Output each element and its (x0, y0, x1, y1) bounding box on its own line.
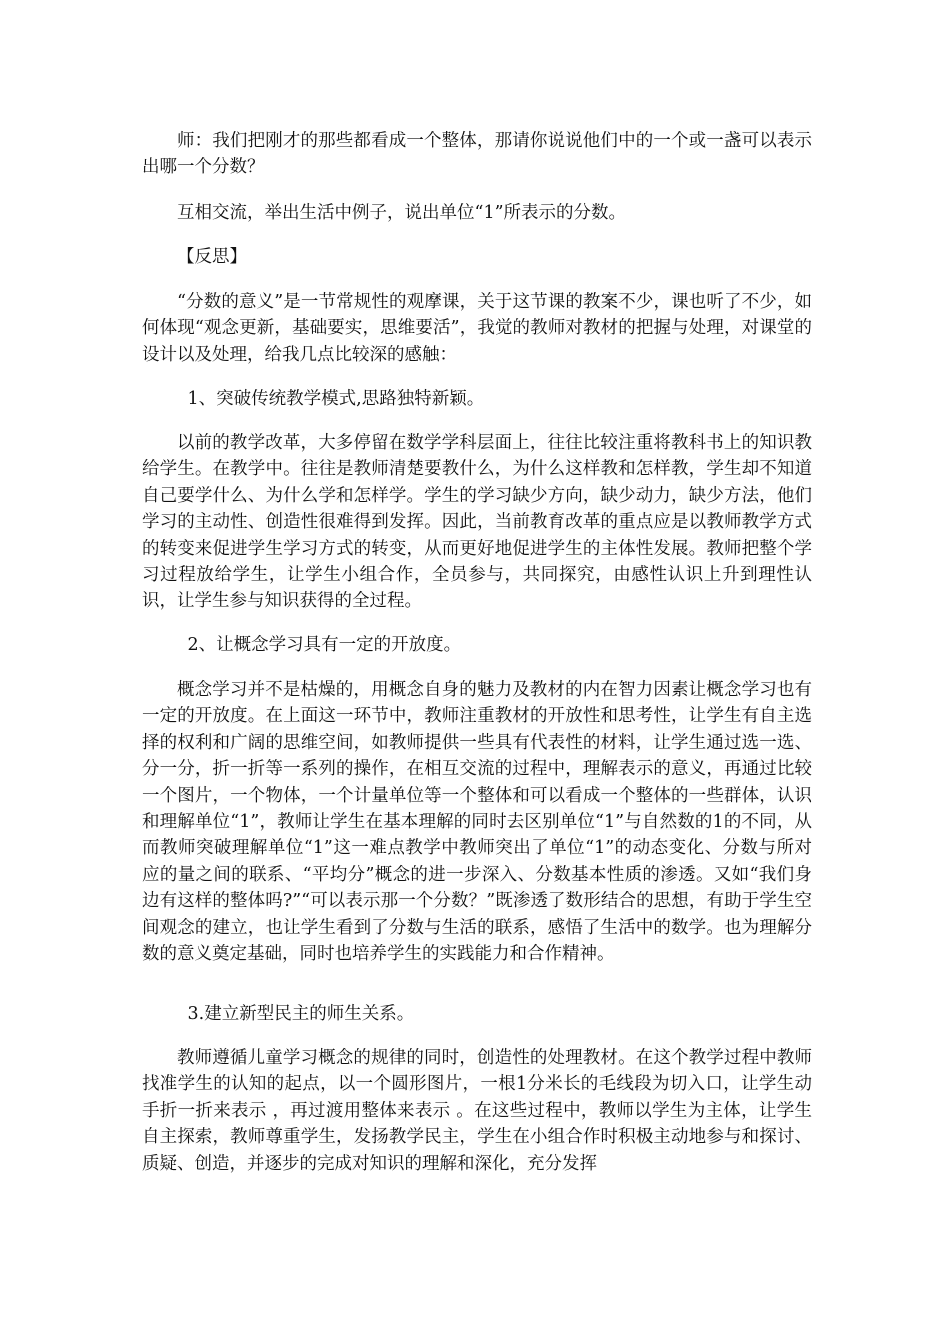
paragraph-exchange: 互相交流，举出生活中例子，说出单位“1”所表示的分数。 (177, 203, 627, 223)
reflection-heading: 【反思】 (177, 247, 247, 267)
point-1-heading: 1、突破传统教学模式,思路独特新颖。 (187, 389, 485, 409)
paragraph-point-1: 以前的教学改革，大多停留在数学学科层面上，往往比较注重将教科书上的知识教给学生。在教学中。往往是教师清楚要教什么，为什么这样教和怎样教，学生却不知道自己要学什么、为什么学和怎样学。学生的学习缺少方向，缺少动力，缺少方法，他们学习的主动性、创造性很难得到发挥。因此，当前教育改革的重点应是以教师教学方式的转变来促进学生学习方式的转变，从而更好地促进学生的主体性发展。教师把整个学习过程放给学生，让学生小组合作，全员参与，共同探究，由感性认识上升到理性认识，让学生参与知识获得的全过程。 (142, 433, 812, 612)
point-3-heading: 3.建立新型民主的师生关系。 (187, 1004, 415, 1024)
point-2-heading: 2、让概念学习具有一定的开放度。 (187, 635, 462, 655)
paragraph-teacher-question: 师：我们把刚才的那些都看成一个整体，那请你说说他们中的一个或一盏可以表示出哪一个分数？ (142, 131, 812, 178)
paragraph-point-3: 教师遵循儿童学习概念的规律的同时，创造性的处理教材。在这个教学过程中教师找准学生的认知的起点，以一个圆形图片，一根1分米长的毛线段为切入口，让学生动手折一折来表示 ，再过渡用整体来表示 。在这些过程中，教师以学生为主体，让学生自主探索，教师尊重学生，发扬教学民主，学生在小组合作时积极主动地参与和探讨、质疑、创造，并逐步的完成对知识的理解和深化，充分发挥 (142, 1048, 812, 1174)
paragraph-point-2: 概念学习并不是枯燥的，用概念自身的魅力及教材的内在智力因素让概念学习也有一定的开放度。在上面这一环节中，教师注重教材的开放性和思考性，让学生有自主选择的权利和广阔的思维空间，如教师提供一些具有代表性的材料，让学生通过选一选、分一分，折一折等一系列的操作，在相互交流的过程中，理解表示的意义，再通过比较一个图片，一个物体，一个计量单位等一个整体和可以看成一个整体的一些群体，认识和理解单位“1”，教师让学生在基本理解的同时去区别单位“1”与自然数的1的不同，从而教师突破理解单位“1”这一难点教学中教师突出了单位“1”的动态变化、分数与所对应的量之间的联系、“平均分”概念的进一步深入、分数基本性质的渗透。又如“我们身边有这样的整体吗?”“可以表示那一个分数？”既渗透了数形结合的思想，有助于学生空间观念的建立，也让学生看到了分数与生活的联系，感悟了生活中的数学。也为理解分数的意义奠定基础，同时也培养学生的实践能力和合作精神。 (142, 680, 812, 965)
paragraph-reflection-intro: “分数的意义”是一节常规性的观摩课，关于这节课的教案不少，课也听了不少，如何体现“观念更新，基础要实，思维要活”，我觉的教师对教材的把握与处理，对课堂的设计以及处理，给我几点比较深的感触： (142, 292, 812, 365)
